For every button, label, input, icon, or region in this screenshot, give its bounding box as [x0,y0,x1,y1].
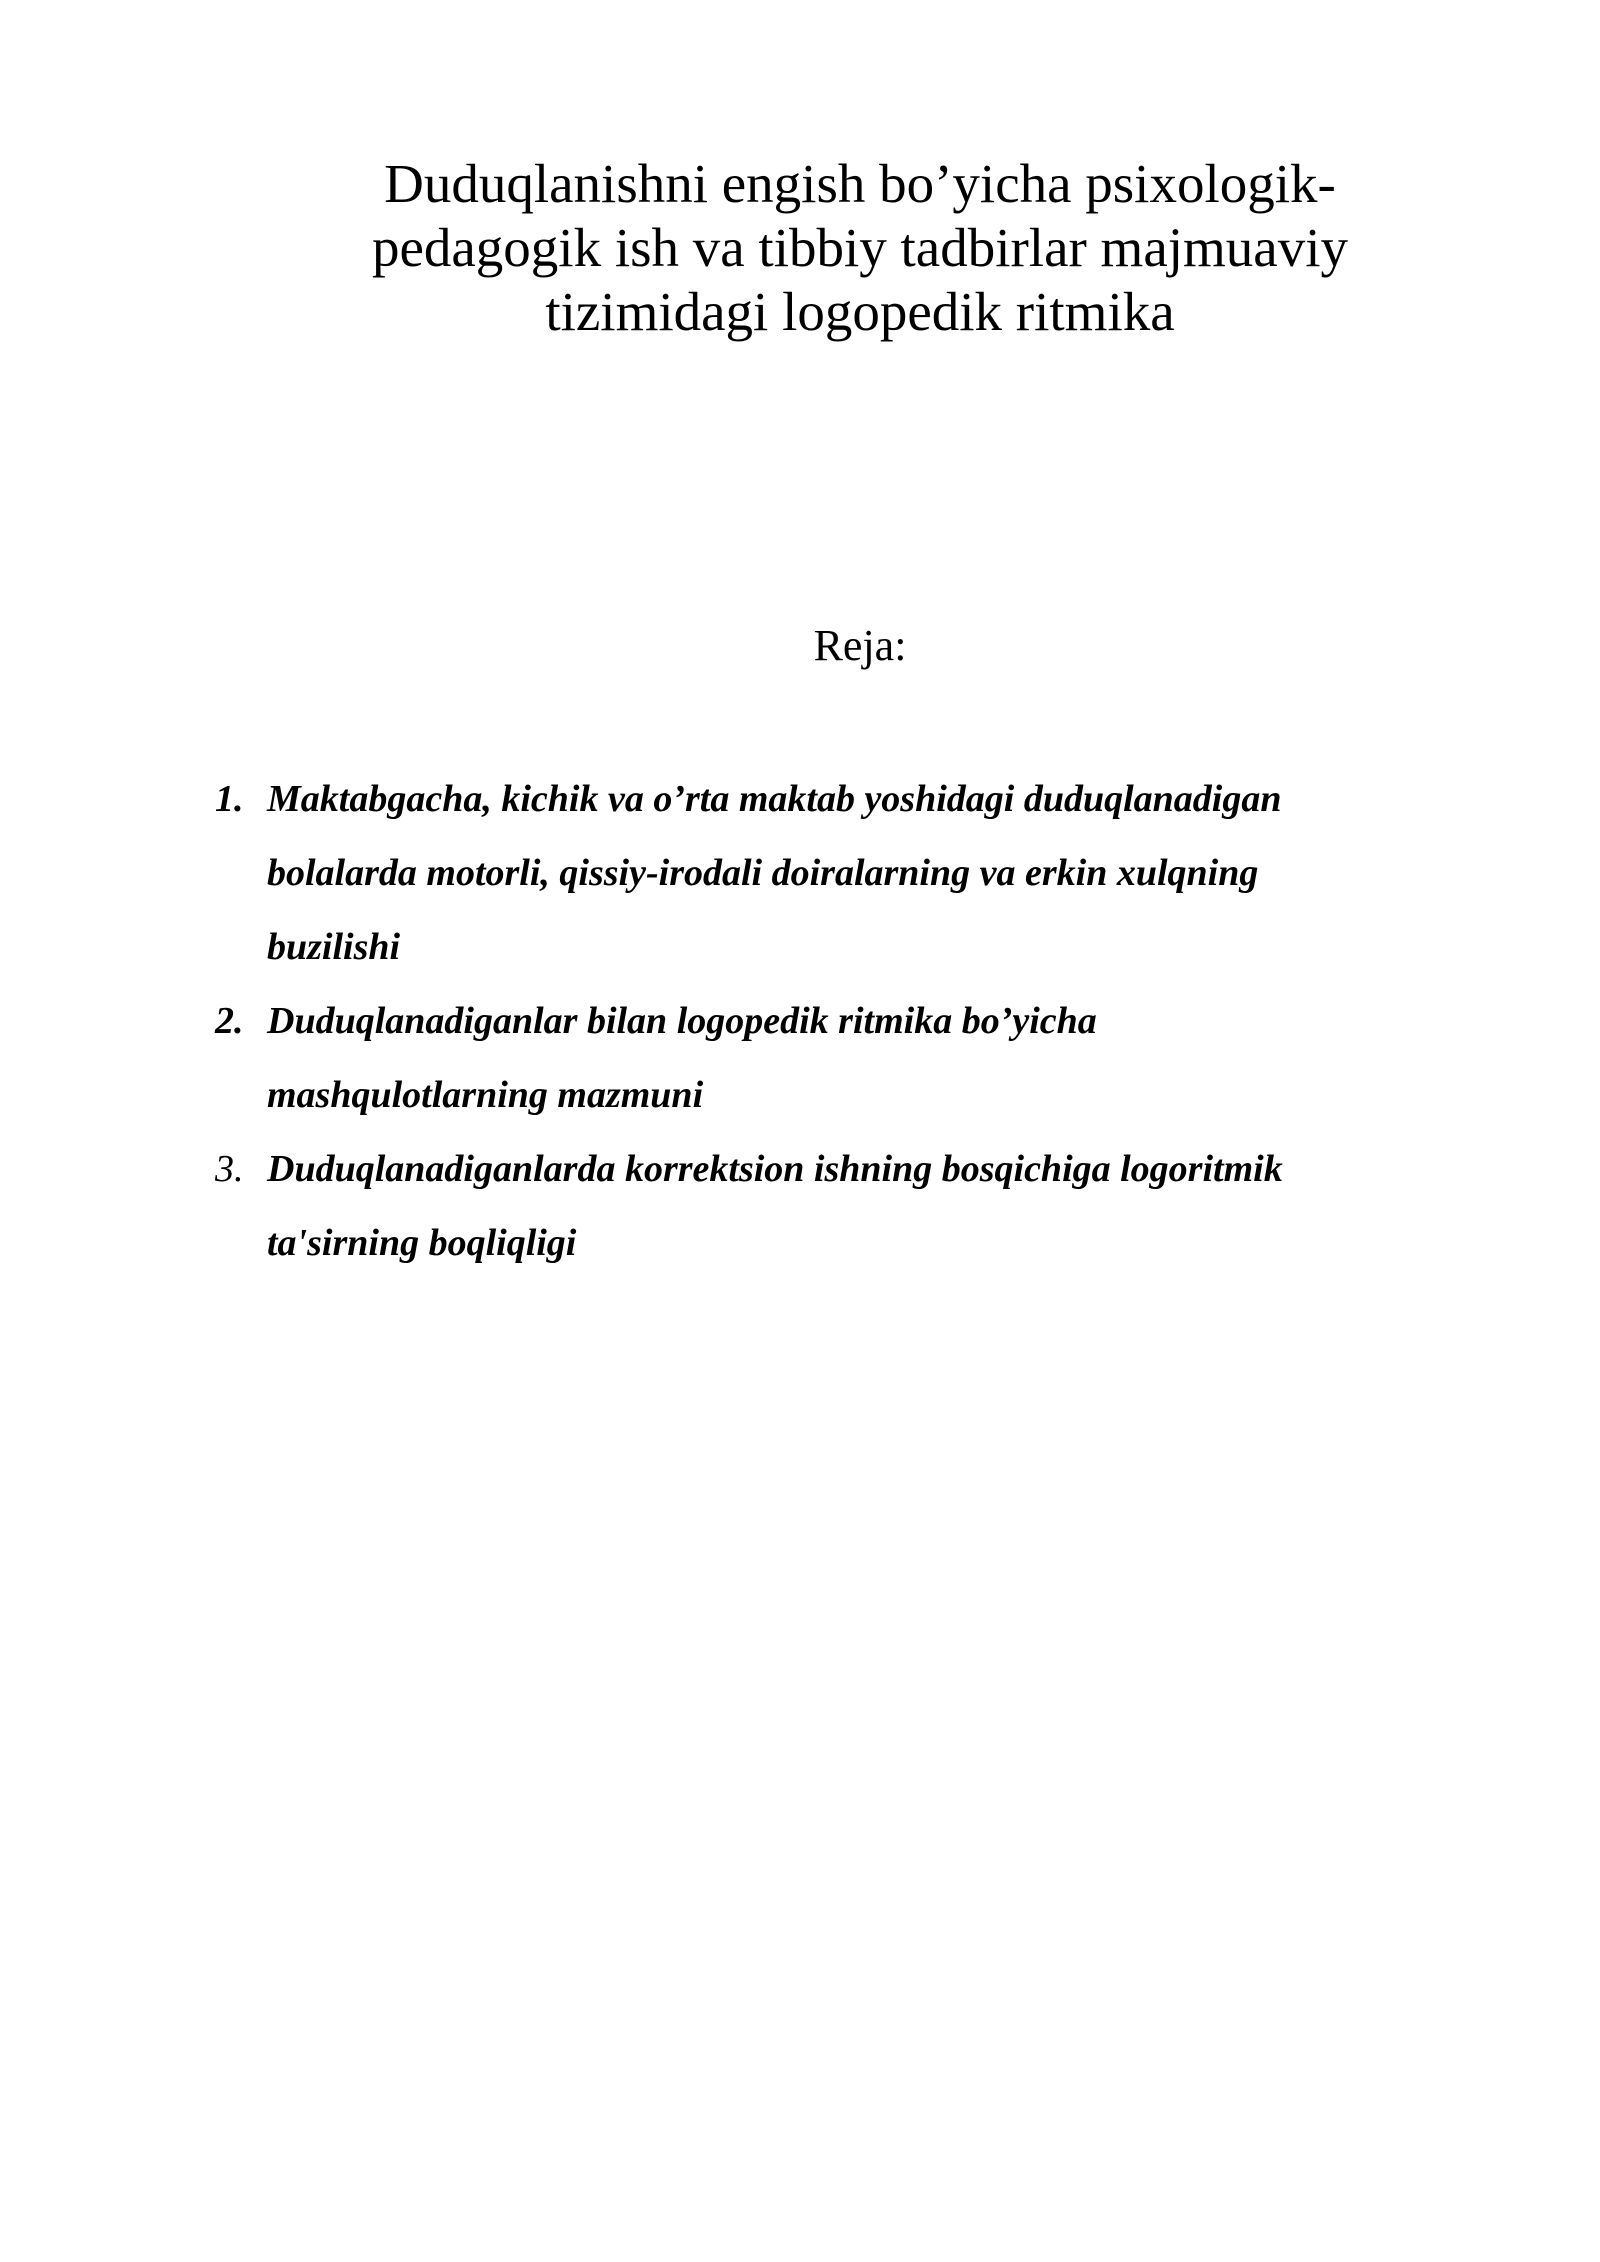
plan-item-line: bolalarda motorli, qissiy-irodali doiralarning va erkin xulqning [267,852,1259,894]
plan-item-line: Duduqlanadiganlarda korrektsion ishning bosqichiga logoritmik [267,1148,1283,1190]
plan-item-number: 3. [215,1148,244,1190]
plan-item-text [267,1132,1283,1280]
plan-item-1 [215,762,1455,984]
plan-item-3 [215,1132,1455,1280]
plan-item-text [267,984,1097,1132]
plan-item-line: Maktabgacha, kichik va o’rta maktab yoshidagi duduqlanadigan [267,778,1282,820]
plan-item-line: ta'sirning boqliqligi [267,1222,577,1264]
title-line: tizimidagi logopedik ritmika [545,281,1175,342]
plan-list [215,762,1455,1280]
plan-item-number: 1. [215,778,244,820]
plan-heading: Reja: [813,621,907,670]
document-title [300,152,1420,344]
plan-item-line: buzilishi [267,926,401,968]
title-line: Duduqlanishni engish bo’yicha psixologik- [384,153,1336,214]
title-line: pedagogik ish va tibbiy tadbirlar majmuaviy [371,217,1349,278]
plan-item-line: mashqulotlarning mazmuni [267,1074,704,1116]
plan-item-2 [215,984,1455,1132]
plan-item-line: Duduqlanadiganlar bilan logopedik ritmika bo’yicha [267,1000,1097,1042]
plan-item-text [267,762,1282,984]
plan-item-number: 2. [215,1000,244,1042]
